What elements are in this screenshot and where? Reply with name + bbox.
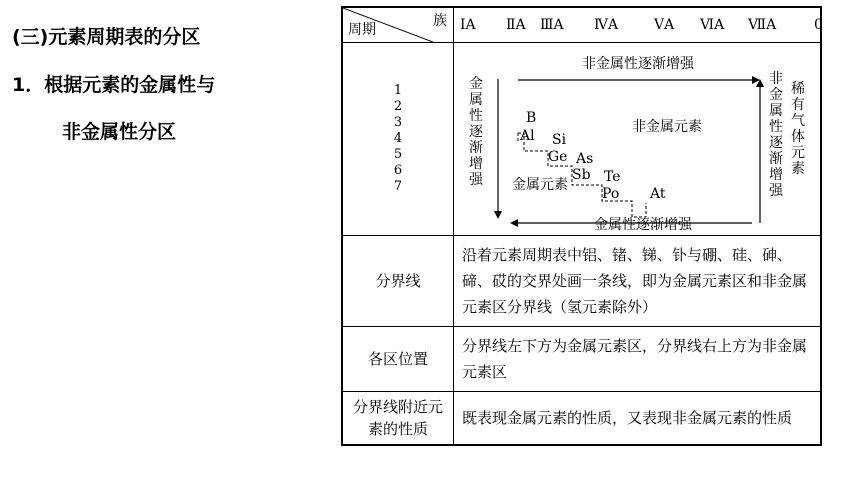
period-number: 5	[393, 147, 403, 162]
group-label: ⅦA	[748, 17, 777, 33]
left-arrow-label: 金属性逐渐增强	[469, 76, 483, 188]
element-symbol: Ge	[548, 149, 568, 165]
metal-region-label: 金属元素	[512, 177, 568, 193]
corner-period-label: 周期	[348, 22, 376, 38]
row-text-boundary: 沿着元素周期表中铝、锗、锑、钋与硼、硅、砷、碲、砹的交界处画一条线，即为金属元素区和非金属元素区分界线（氢元素除外）	[454, 236, 822, 327]
bottom-arrow-label: 金属性逐渐增强	[594, 217, 692, 233]
corner-header-cell	[342, 7, 454, 43]
row-text-properties: 既表现金属元素的性质，又表现非金属元素的性质	[454, 392, 822, 446]
period-number: 4	[393, 131, 403, 146]
right-arrow-label: 非金属性逐渐增强	[769, 71, 783, 199]
element-symbol: Al	[520, 128, 535, 144]
element-symbol: Te	[604, 169, 621, 185]
group-label: ⅠA	[460, 17, 476, 33]
row-label-position: 各区位置	[342, 327, 454, 392]
noble-gas-label: 稀有气体元素	[791, 81, 805, 177]
row-label-boundary: 分界线	[342, 236, 454, 327]
element-symbol: Si	[552, 132, 567, 148]
group-label: 0	[814, 17, 823, 33]
subheading-line-1: 1．根据元素的金属性与	[12, 74, 216, 96]
bottom-arrowhead	[510, 219, 518, 227]
group-label: ⅣA	[594, 17, 619, 33]
periodic-zone-table	[341, 6, 822, 446]
element-symbol: Po	[602, 186, 620, 202]
group-label: ⅡA	[506, 17, 526, 33]
element-symbol: B	[526, 110, 537, 126]
corner-group-label: 族	[433, 13, 447, 29]
group-label: ⅢA	[540, 17, 564, 33]
period-number-cell	[342, 43, 454, 236]
row-label-properties: 分界线附近元素的性质	[342, 392, 454, 446]
row-text-position: 分界线左下方为金属元素区，分界线右上方为非金属元素区	[454, 327, 822, 392]
left-arrowhead	[494, 211, 502, 219]
period-number: 6	[393, 163, 403, 178]
nonmetal-region-label: 非金属元素	[632, 119, 702, 135]
period-number: 1	[393, 83, 403, 98]
period-number: 7	[393, 179, 403, 194]
group-label: ⅥA	[700, 17, 725, 33]
group-label: ⅤA	[654, 17, 675, 33]
group-header-cell	[454, 7, 822, 43]
element-symbol: As	[576, 151, 594, 167]
section-heading: (三)元素周期表的分区	[12, 26, 201, 48]
subheading-line-2: 非金属性分区	[62, 121, 177, 143]
element-symbol: Sb	[572, 167, 591, 183]
period-number: 2	[393, 99, 403, 114]
element-symbol: At	[650, 186, 666, 202]
zone-diagram-cell	[454, 43, 822, 236]
period-number: 3	[393, 115, 403, 130]
top-arrow-label: 非金属性逐渐增强	[582, 56, 694, 72]
